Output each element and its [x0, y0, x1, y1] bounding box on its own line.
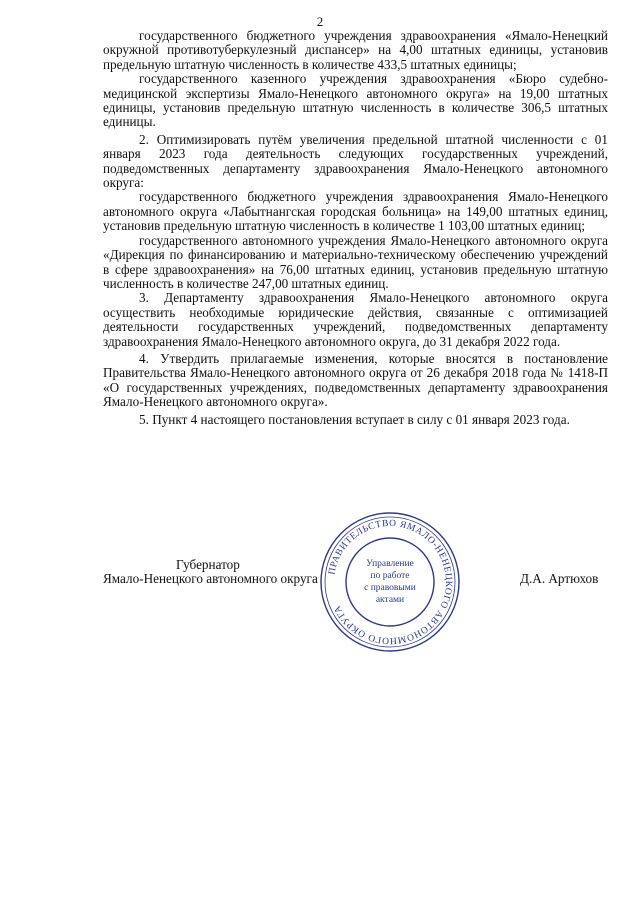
- signatory-organization: Ямало-Ненецкого автономного округа: [103, 571, 318, 586]
- stamp-outer-ring: [321, 513, 459, 651]
- svg-text:Управление: Управление: [366, 559, 414, 569]
- stamp-inner-text: [364, 559, 416, 605]
- stamp-inner-ring: [346, 538, 434, 626]
- paragraph: 2. Оптимизировать путём увеличения предельной штатной численности с 01 января 2023 года деятельность следующих государственных учреждений, подведомственных департаменту здравоохранения Ямало-Ненецкого автономного округа:: [103, 131, 608, 191]
- svg-text:актами: актами: [375, 595, 405, 605]
- svg-text:по работе: по работе: [370, 571, 410, 581]
- stamp-second-ring: [325, 517, 455, 647]
- official-stamp: [318, 510, 462, 654]
- stamp-ring-text: ПРАВИТЕЛЬСТВО ЯМАЛО-НЕНЕЦКОГО АВТОНОМНОГО ОКРУГА: [327, 518, 454, 646]
- paragraph: государственного автономного учреждения Ямало-Ненецкого автономного округа «Дирекция по финансированию и материально-техническому обеспечению учреждений в сфере здравоохранения» на 76,00 штатных единиц, установив предельную штатную численность в количестве 247,00 штатных единиц.: [103, 232, 608, 291]
- paragraph: 4. Утвердить прилагаемые изменения, которые вносятся в постановление Правительства Ямало-Ненецкого автономного округа от 26 декабря 2018 года № 1418-П «О государственных учреждениях, подведомственных департаменту здравоохранения Ямало-Ненецкого автономного округа».: [103, 350, 608, 410]
- paragraph: государственного бюджетного учреждения здравоохранения «Ямало-Ненецкий окружной противотуберкулезный диспансер» на 4,00 штатных единицы, установив предельную штатную численность в количестве 433,5 штатных единицы;: [103, 28, 608, 72]
- paragraph: государственного бюджетного учреждения здравоохранения Ямало-Ненецкого автономного округа «Лабытнангская городская больница» на 149,00 штатных единиц, установив предельную штатную численность в количестве 1 103,00 штатных единиц;: [103, 189, 608, 234]
- signatory-name: Д.А. Артюхов: [520, 571, 599, 586]
- paragraph: 3. Департаменту здравоохранения Ямало-Ненецкого автономного округа осуществить необходимые юридические действия, связанные с оптимизацией деятельности государственных учреждений, подведомственных департаменту здравоохранения Ямало-Ненецкого автономного округа, до 31 декабря 2022 года.: [103, 290, 608, 349]
- paragraph: 5. Пункт 4 настоящего постановления вступает в силу с 01 января 2023 года.: [139, 411, 570, 427]
- paragraph: государственного казенного учреждения здравоохранения «Бюро судебно-медицинской экспертизы Ямало-Ненецкого автономного округа» на 19,00 штатных единицы, установив предельную штатную численность в количестве 306,5 штатных единицы.: [103, 71, 608, 130]
- page-number: 2: [316, 14, 324, 29]
- document-body: [103, 29, 608, 427]
- svg-text:с правовыми: с правовыми: [364, 583, 416, 593]
- signatory-title: Губернатор: [176, 557, 240, 572]
